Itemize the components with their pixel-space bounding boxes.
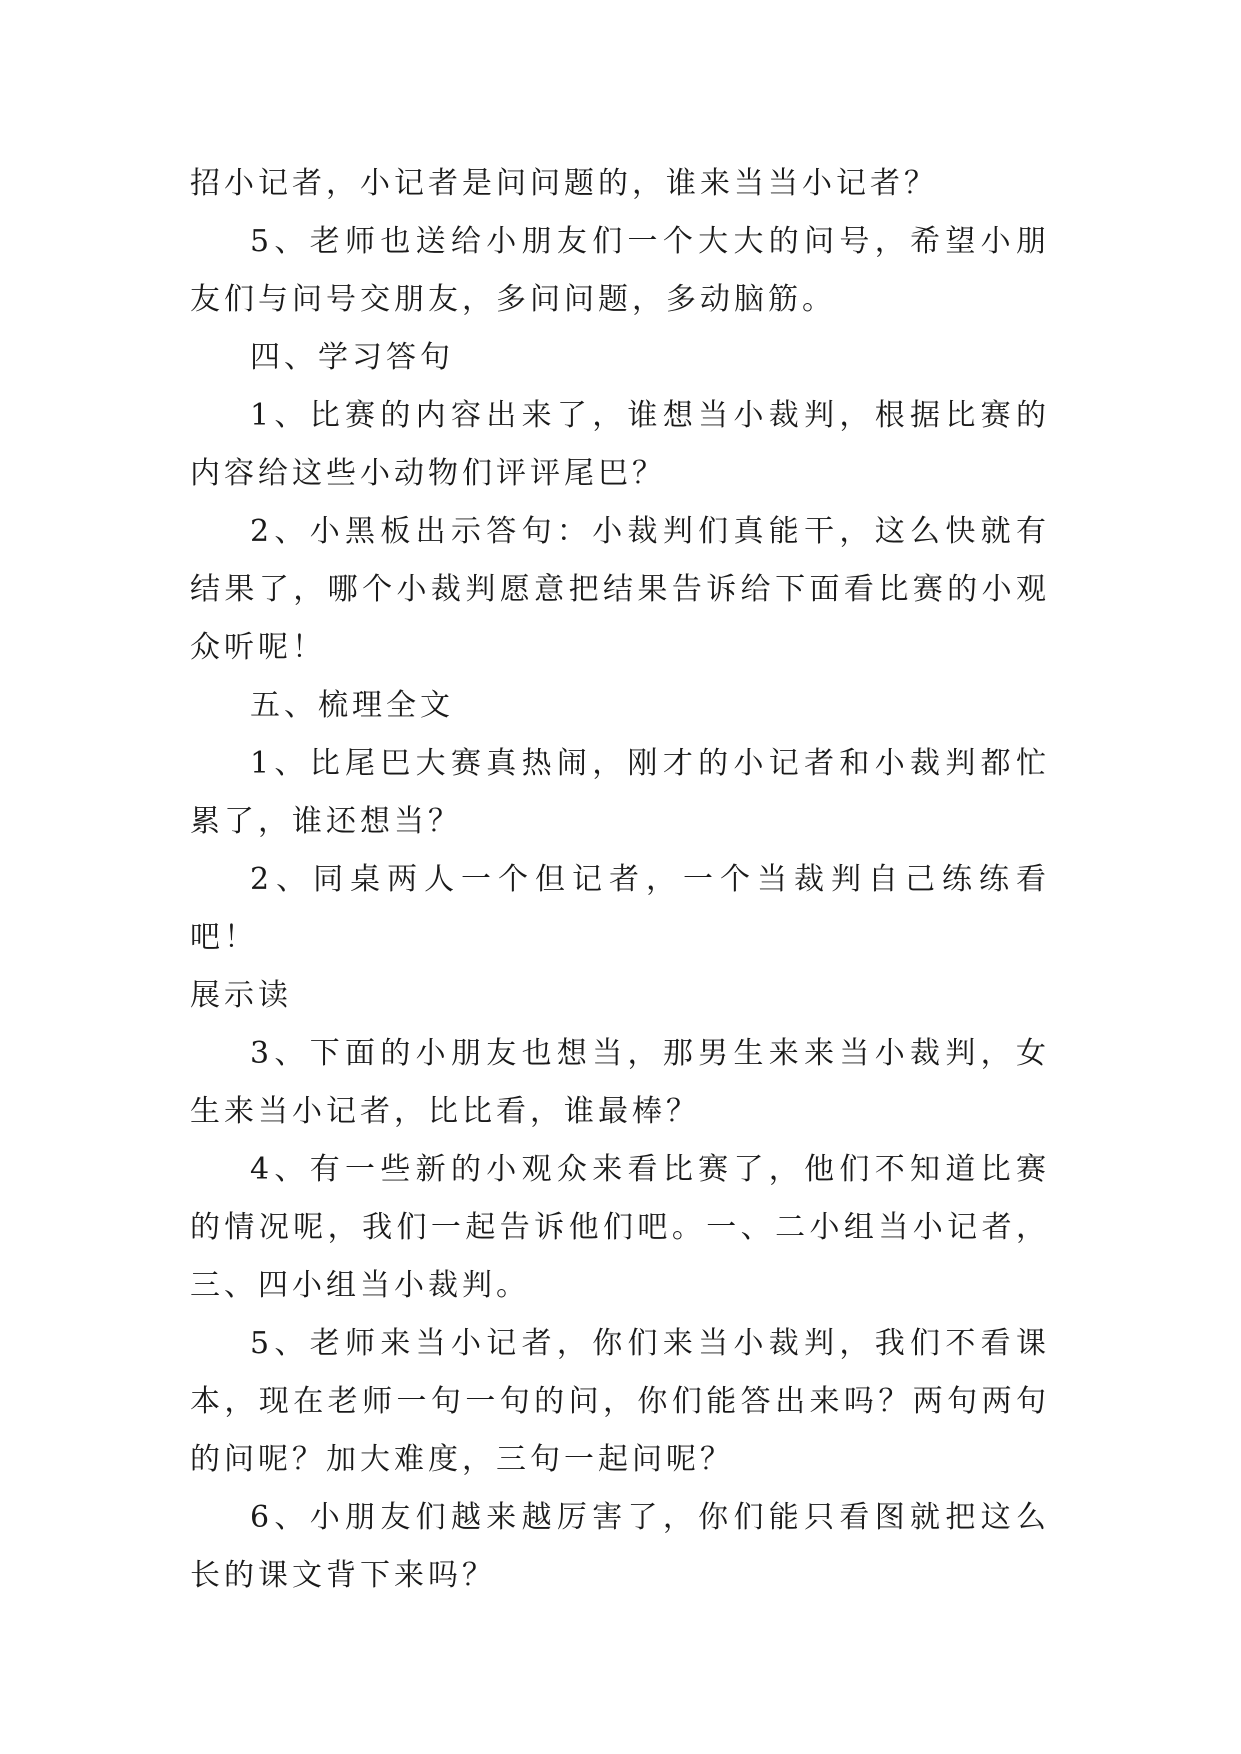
paragraph-1: 招小记者，小记者是问问题的，谁来当当小记者？ bbox=[190, 166, 938, 201]
document-body bbox=[190, 155, 1050, 1605]
paragraph-9: 5、老师来当小记者，你们来当小裁判，我们不看课本，现在老师一句一句的问，你们能答出来吗？两句两句的问呢？加大难度，三句一起问呢？ bbox=[190, 1326, 1050, 1477]
paragraph-3: 1、比赛的内容出来了，谁想当小裁判，根据比赛的内容给这些小动物们评评尾巴？ bbox=[190, 398, 1050, 491]
paragraph-2: 5、老师也送给小朋友们一个大大的问号，希望小朋友们与问号交朋友，多问问题，多动脑筋。 bbox=[190, 224, 1050, 317]
paragraph-7: 3、下面的小朋友也想当，那男生来来当小裁判，女生来当小记者，比比看，谁最棒？ bbox=[190, 1036, 1050, 1129]
paragraph-6: 2、同桌两人一个但记者，一个当裁判自己练练看吧！ 展示读 bbox=[190, 862, 1050, 1013]
section-heading-5: 五、梳理全文 bbox=[250, 688, 454, 723]
paragraph-4: 2、小黑板出示答句：小裁判们真能干，这么快就有结果了，哪个小裁判愿意把结果告诉给下面看比赛的小观众听呢！ bbox=[190, 514, 1050, 665]
paragraph-8: 4、有一些新的小观众来看比赛了，他们不知道比赛的情况呢，我们一起告诉他们吧。一、二小组当小记者，三、四小组当小裁判。 bbox=[190, 1152, 1050, 1303]
paragraph-10: 6、小朋友们越来越厉害了，你们能只看图就把这么长的课文背下来吗？ bbox=[190, 1500, 1050, 1593]
paragraph-5: 1、比尾巴大赛真热闹，刚才的小记者和小裁判都忙累了，谁还想当？ bbox=[190, 746, 1050, 839]
section-heading-4: 四、学习答句 bbox=[250, 340, 454, 375]
